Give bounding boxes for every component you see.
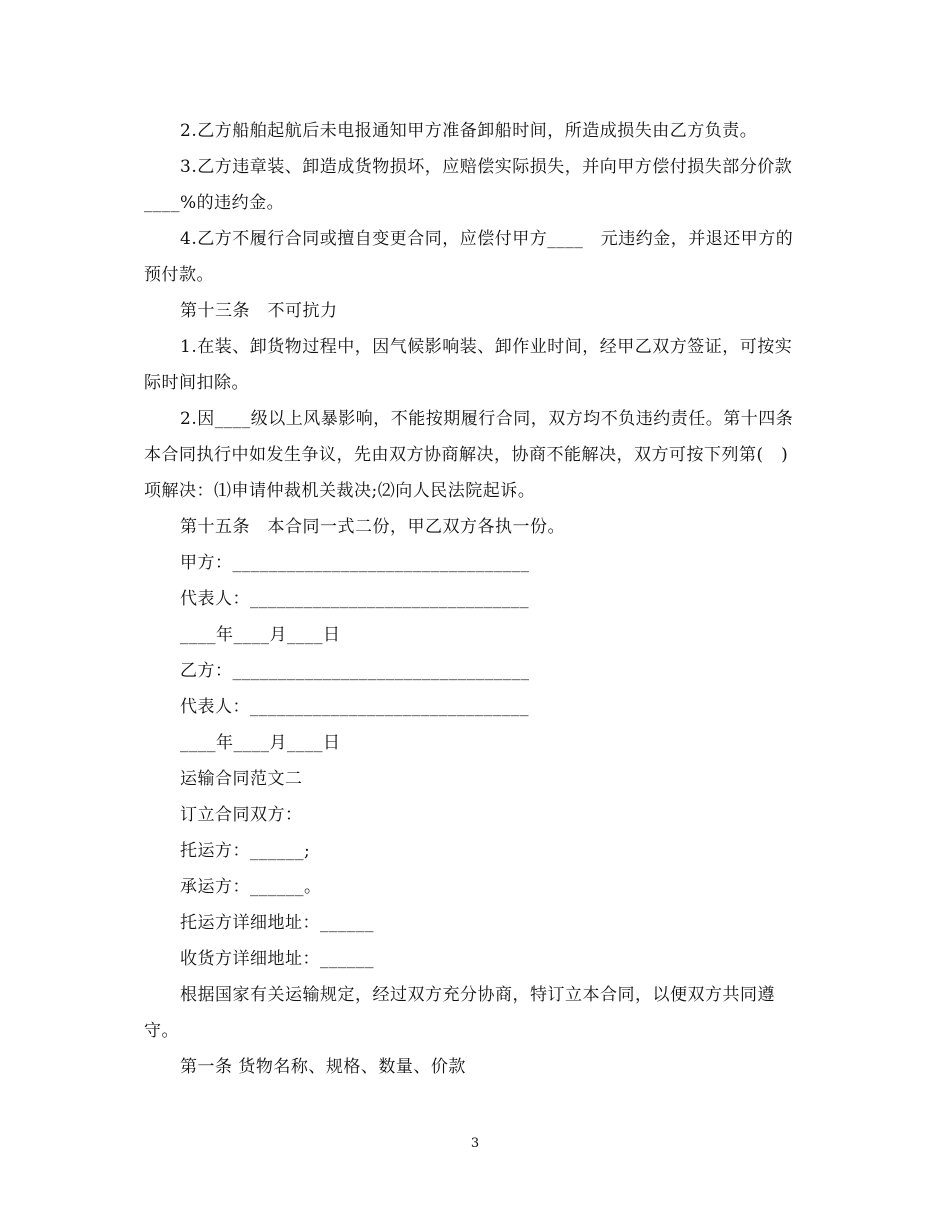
clause-12-item-2: 2.乙方船舶起航后未电报通知甲方准备卸船时间，所造成损失由乙方负责。 [180, 121, 758, 141]
clause-12-item-4: 4.乙方不履行合同或擅自变更合同，应偿付甲方____ 元违约金，并退还甲方的预付款。 [144, 229, 794, 285]
shipper-line: 托运方：______; [180, 841, 311, 861]
party-a-date-line: ____年____月____日 [180, 625, 341, 645]
contracting-parties-label: 订立合同双方： [180, 805, 303, 825]
clause-13-item-2: 2.因____级以上风暴影响，不能按期履行合同，双方均不负违约责任。第十四条 本合同执行中如发生争议，先由双方协商解决，协商不能解决，双方可按下列第( )项解决：⑴申请仲裁机关裁决;⑵向人民法院起诉。 [144, 409, 811, 501]
article-1-heading: 第一条 货物名称、规格、数量、价款 [180, 1057, 466, 1077]
party-a-line: 甲方：_________________________________ [180, 553, 530, 573]
page-number: 3 [470, 1136, 480, 1151]
consignee-address-line: 收货方详细地址：______ [180, 949, 374, 969]
clause-15: 第十五条 本合同一式二份，甲乙双方各执一份。 [180, 517, 565, 537]
carrier-line: 承运方：______。 [180, 877, 322, 897]
section-title: 运输合同范文二 [180, 769, 303, 789]
party-b-date-line: ____年____月____日 [180, 733, 341, 753]
document-body [144, 113, 811, 1085]
party-a-representative-line: 代表人：_______________________________ [180, 589, 529, 609]
preamble-paragraph: 根据国家有关运输规定，经过双方充分协商，特订立本合同，以便双方共同遵守。 [144, 985, 775, 1041]
clause-13-item-1: 1.在装、卸货物过程中，因气候影响装、卸作业时间，经甲乙双方签证，可按实际时间扣除。 [144, 337, 793, 393]
party-b-line: 乙方：_________________________________ [180, 661, 530, 681]
shipper-address-line: 托运方详细地址：______ [180, 913, 374, 933]
party-b-representative-line: 代表人：_______________________________ [180, 697, 529, 717]
clause-13-heading: 第十三条 不可抗力 [180, 301, 338, 321]
clause-12-item-3: 3.乙方违章装、卸造成货物损坏，应赔偿实际损失，并向甲方偿付损失部分价款____%的违约金。 [144, 157, 793, 213]
